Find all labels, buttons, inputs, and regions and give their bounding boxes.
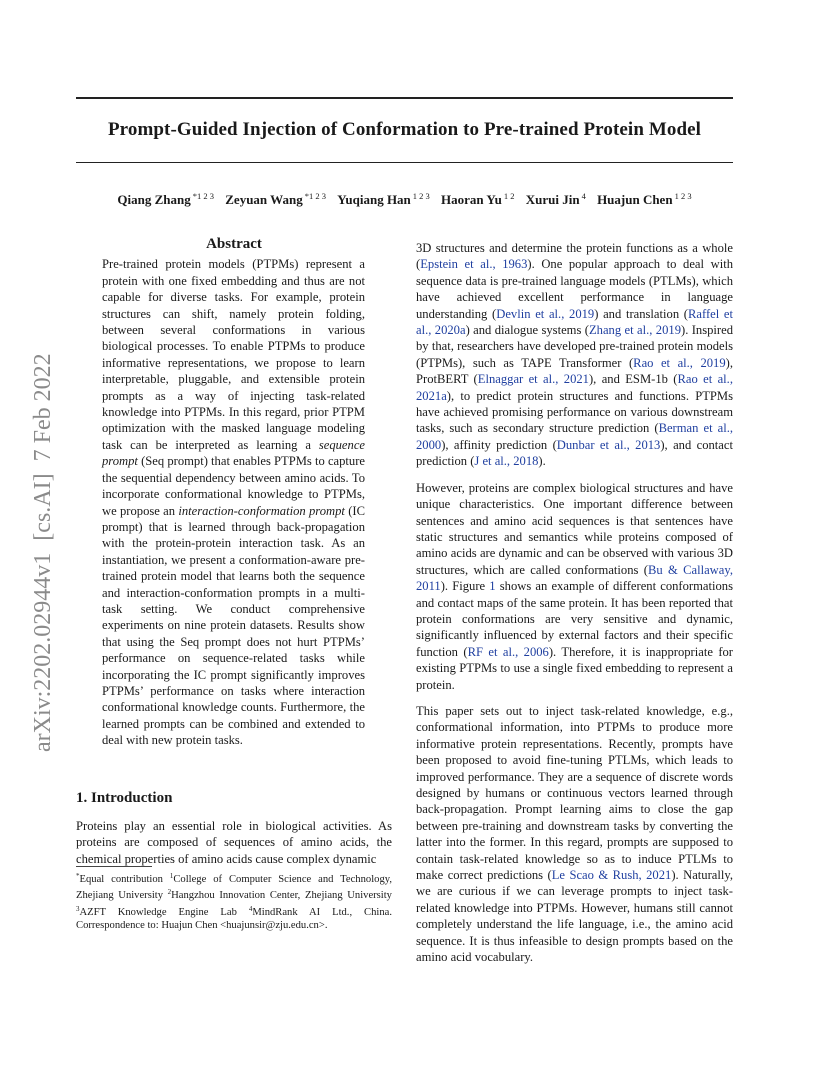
- intro-paragraph: This paper sets out to inject task-related knowledge, e.g., conformational information, into PTPMs to produce more informative protein representations. Recently, prompts have been proposed to avoid fine-tuning PTLMs, which leads to improved performance. They are a sequence of discrete words designed by humans or continuous vectors learned through back-propagation. Prompt learning aims to close the gap between pre-training and downstream tasks by converting the latter into the former. In this regard, prompts are supposed to contain task-related knowledge so as to induce PTLMs to make correct predictions (Le Scao & Rush, 2021). Naturally, we are curious if we can leverage prompts to inject task-related knowledge into PTPMs. However, humans still cannot completely understand the life language, i.e., the amino acid sequence. It is thus infeasible to design prompts based on the amino acid vocabulary.: [416, 703, 734, 965]
- citation-link[interactable]: Devlin et al., 2019: [496, 306, 595, 321]
- footnote-rule: [76, 866, 152, 867]
- citation-link[interactable]: Bu & Callaway, 2011: [416, 562, 733, 594]
- citation-link[interactable]: Rao et al., 2021a: [416, 372, 733, 403]
- paper-title: Prompt-Guided Injection of Conformation to Pre-trained Protein Model: [107, 119, 702, 140]
- citation-link[interactable]: RF et al., 2006: [467, 644, 549, 659]
- author: Huajun Chen $^{1 2 3}$: [597, 191, 692, 207]
- section-heading-introduction: 1. Introduction: [76, 789, 173, 806]
- author-list: [76, 191, 733, 208]
- intro-paragraph: Proteins play an essential role in biological activities. As proteins are composed of sequences of amino acids, the chemical properties of amino acids cause complex dynamic: [76, 819, 392, 866]
- abstract-heading: Abstract: [206, 236, 262, 252]
- affiliation-footnote: [76, 866, 392, 933]
- citation-link[interactable]: Rao et al., 2019: [633, 355, 726, 370]
- author: Xurui Jin $^4$: [525, 191, 586, 207]
- intro-paragraph: However, proteins are complex biological structures and have unique characteristics. One important difference between sentences and amino acid sequences is that sentences have static structures and semantics while proteins composed of amino acids are dynamic and can be observed with various 3D structures, which are called conformations (Bu & Callaway, 2011). Figure 1 shows an example of different conformations and contact maps of the same protein. It has been reported that protein conformations are very sensitive and dynamic, significantly influenced by external factors and their specific function (RF et al., 2006). Therefore, it is inappropriate for existing PTPMs to use a single fixed embedding to represent a protein.: [416, 480, 733, 692]
- citation-link[interactable]: Raffel et al., 2020a: [416, 306, 733, 338]
- citation-link[interactable]: Zhang et al., 2019: [588, 323, 681, 338]
- author: Qiang Zhang $^{*1 2 3}$: [117, 191, 215, 207]
- author: Yuqiang Han $^{1 2 3}$: [337, 191, 430, 207]
- citation-link[interactable]: Epstein et al., 1963: [420, 257, 528, 272]
- author: Haoran Yu $^{1 2}$: [441, 191, 515, 207]
- svg-text:arXiv:2202.02944v1 [cs.AI] 7: arXiv:2202.02944v1 [cs.AI] 7 Feb 2022: [30, 353, 56, 752]
- left-column: [76, 236, 392, 867]
- citation-link[interactable]: Elnaggar et al., 2021: [477, 372, 589, 387]
- citation-link[interactable]: Le Scao & Rush, 2021: [551, 868, 672, 883]
- arxiv-identifier-stamp: [18, 300, 60, 760]
- intro-paragraph: 3D structures and determine the protein functions as a whole (Epstein et al., 1963). One popular approach to deal with sequence data is pre-trained language models (PTLMs), which have achieved excellent performance in language understanding (Devlin et al., 2019) and translation (Raffel et al., 2020a) and dialogue systems (Zhang et al., 2019). Inspired by that, researchers have developed pre-trained protein models (PTPMs), such as TAPE Transformer (Rao et al., 2019), ProtBERT (Elnaggar et al., 2021), and ESM-1b (Rao et al., 2021a), to predict protein structures and functions. PTPMs have achieved promising performance on various downstream tasks, such as secondary structure prediction (Berman et al., 2000), affinity prediction (Dunbar et al., 2013), and contact prediction (J et al., 2018).: [416, 241, 734, 469]
- citation-link[interactable]: J et al., 2018: [474, 454, 539, 469]
- right-column: [416, 240, 733, 965]
- citation-link[interactable]: Berman et al., 2000: [416, 421, 733, 452]
- abstract-text: Pre-trained protein models (PTPMs) represent a protein with one fixed embedding and thus are not capable for diverse tasks. For example, protein structures can shift, namely protein folding, between several conformations in various biological processes. To enable PTPMs to produce informative representations, we propose to learn interpretable, pluggable, and extensible protein prompts as a way of injecting task-related knowledge into PTPMs. In this regard, prior PTPM optimization with the masked language modeling task can be interpreted as learning a sequence prompt (Seq prompt) that enables PTPMs to capture the sequential dependency between amino acids. To incorporate conformational knowledge to PTPMs, we propose an interaction-conformation prompt (IC prompt) that is learned through back-propagation with the protein-protein interaction task. As an instantiation, we present a conformation-aware pre-trained protein model that learns both the sequence and interaction-conformation prompts in a multi-task setting. We conduct comprehensive experiments on nine protein datasets. Results show that using the Seq prompt does not hurt PTPMs’ performance on sequence-related tasks while incorporating the IC prompt significantly improves PTPMs’ performance on tasks where interaction conformational knowledge counts. Furthermore, the learned prompts can be combined and extended to deal with new protein tasks.: [102, 257, 365, 748]
- title-rule-top: [76, 97, 733, 99]
- figure-reference-link[interactable]: 1: [489, 579, 496, 594]
- author: Zeyuan Wang $^{*1 2 3}$: [225, 191, 326, 207]
- title-rule-bottom: [76, 162, 733, 163]
- footnote-text: *Equal contribution $^1$College of Computer Science and Technology, Zhejiang University $^2$Hangzhou Innovation Center, Zhejiang University $^3$AZFT Knowledge Engine Lab $^4$MindRank AI Ltd., China. Correspondence to: Huajun Chen <huajunsir@zju.edu.cn>.: [76, 872, 392, 932]
- citation-link[interactable]: Dunbar et al., 2013: [556, 437, 661, 452]
